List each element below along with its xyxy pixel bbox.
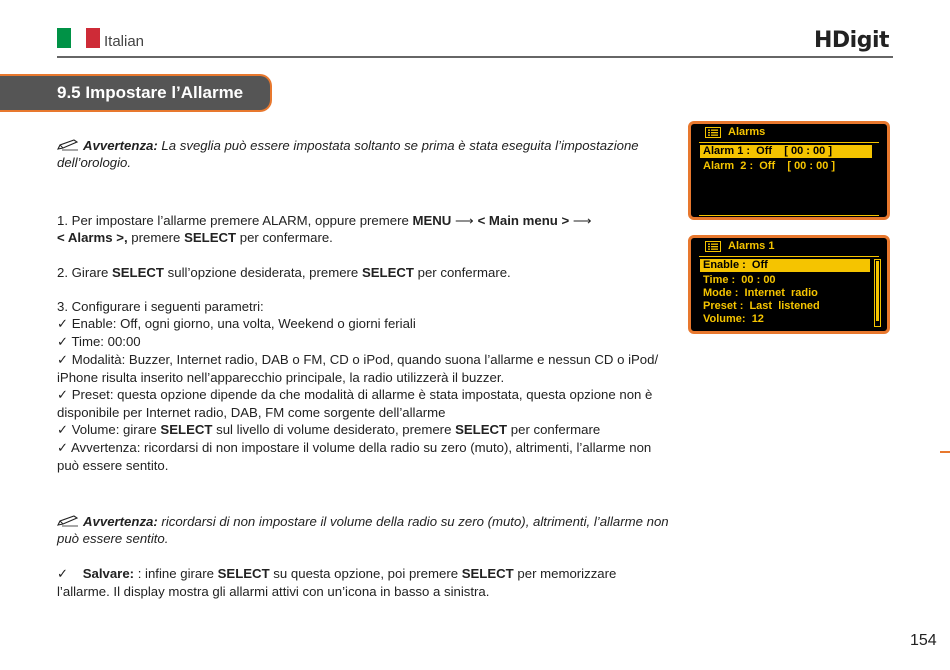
step-3 — [57, 298, 669, 474]
check-icon: ✓ — [57, 353, 69, 368]
step-2-text: per confermare. — [413, 265, 511, 280]
check-icon: ✓ — [57, 388, 69, 403]
lcd-title — [705, 126, 765, 138]
save-label: Salvare: — [82, 566, 135, 581]
param-text: Avvertenza: ricordarsi di non impostare il volume della radio su zero (muto), altrimenti, l’allarme non può essere sentito. — [57, 440, 652, 473]
menu-key: MENU — [412, 213, 452, 228]
edge-marker — [940, 451, 950, 453]
param-warning — [57, 439, 669, 474]
lcd-divider — [699, 215, 879, 216]
select-key: SELECT — [461, 566, 514, 581]
param-text: Enable: Off, ogni giorno, una volta, Weekend o giorni feriali — [68, 316, 416, 331]
step-3-title: 3. Configurare i seguenti parametri: — [57, 299, 264, 314]
warning-text: ricordarsi di non impostare il volume della radio su zero (muto), altrimenti, l’allarme non può essere sentito. — [57, 514, 669, 546]
warning-text: La sveglia può essere impostata soltanto se prima è stata eseguita l’impostazione dell’orologio. — [57, 138, 639, 170]
check-icon: ✓ — [57, 317, 69, 332]
brand-logo: HDigit — [814, 28, 890, 53]
pen-note-icon — [57, 515, 79, 527]
param-text: per confermare — [507, 422, 601, 437]
param-text: Preset: questa opzione dipende da che modalità di allarme è stata impostata, questa opzione non è disponibile per Internet radio, DAB, FM come sorgente dell’allarme — [57, 387, 653, 420]
check-icon: ✓ — [57, 441, 69, 456]
header-divider — [57, 56, 893, 58]
step-1 — [57, 212, 669, 246]
warning-label: Avvertenza: — [83, 138, 158, 153]
list-icon — [705, 241, 721, 252]
alarms-label: < Alarms >, — [57, 230, 128, 245]
page-number: 154 — [910, 632, 937, 649]
arrow: ⟶ — [451, 213, 478, 228]
main-menu-label: < Main menu > — [477, 213, 570, 228]
param-text: Volume: girare — [68, 422, 161, 437]
param-volume — [57, 421, 669, 439]
param-text: Time: 00:00 — [68, 334, 141, 349]
lcd-scrollbar-thumb — [876, 261, 879, 321]
pen-note-icon — [57, 139, 79, 151]
warning-note-1 — [57, 137, 669, 171]
lcd-row-selected: Alarm 1 : Off [ 00 : 00 ] — [700, 145, 872, 158]
check-icon: ✓ — [57, 335, 69, 350]
lcd-screen-alarms — [688, 121, 890, 220]
step-2-text: 2. Girare — [57, 265, 112, 280]
save-text: : infine girare — [134, 566, 218, 581]
step-1-text: premere — [127, 230, 185, 245]
lcd-row: Alarm 2 : Off [ 00 : 00 ] — [703, 160, 836, 172]
lcd-row: Volume: 12 — [703, 313, 764, 325]
save-text: per memorizzare l’allarme. Il display mostra gli allarmi attivi con un’icona in basso a sinistra. — [57, 566, 617, 599]
lcd-title — [705, 240, 774, 252]
step-2 — [57, 264, 669, 281]
select-key: SELECT — [217, 566, 270, 581]
lcd-screen-alarm-1 — [688, 235, 890, 334]
param-preset — [57, 386, 669, 421]
select-key: SELECT — [160, 422, 213, 437]
warning-note-2 — [57, 513, 669, 547]
lcd-divider — [699, 256, 879, 257]
select-key: SELECT — [111, 265, 164, 280]
lcd-row: Mode : Internet radio — [703, 287, 818, 299]
lcd-row: Preset : Last listened — [703, 300, 820, 312]
select-key: SELECT — [455, 422, 508, 437]
lcd-divider — [699, 142, 879, 143]
lcd-title-text: Alarms 1 — [728, 240, 775, 252]
check-icon: ✓ — [57, 423, 69, 438]
warning-label: Avvertenza: — [83, 514, 158, 529]
lcd-row-selected: Enable : Off — [700, 259, 870, 272]
section-title: 9.5 Impostare l’Allarme — [0, 74, 272, 112]
save-text: su questa opzione, poi premere — [269, 566, 462, 581]
italian-flag-icon — [57, 28, 100, 48]
param-text: sul livello di volume desiderato, premere — [212, 422, 456, 437]
select-key: SELECT — [361, 265, 414, 280]
step-2-text: sull’opzione desiderata, premere — [164, 265, 362, 280]
language-label: Italian — [104, 33, 145, 50]
lcd-title-text: Alarms — [728, 126, 766, 138]
save-instruction — [57, 565, 669, 600]
step-1-text: 1. Per impostare l’allarme premere ALARM, oppure premere — [57, 213, 413, 228]
lcd-row: Time : 00 : 00 — [703, 274, 776, 286]
list-icon — [705, 127, 721, 138]
lcd-scrollbar — [874, 259, 881, 327]
param-mode — [57, 351, 669, 386]
check-icon: ✓ — [57, 567, 69, 582]
select-key: SELECT — [184, 230, 237, 245]
param-text: Modalità: Buzzer, Internet radio, DAB o FM, CD o iPod, quando suona l’allarme e nessun CD o iPod/ iPhone risulta inserito nell’apparecchio principale, la radio utilizzerà il buzzer. — [57, 352, 659, 385]
arrow: ⟶ — [569, 213, 592, 228]
step-1-text: per confermare. — [236, 230, 333, 245]
param-enable — [57, 315, 669, 333]
param-time — [57, 333, 669, 351]
